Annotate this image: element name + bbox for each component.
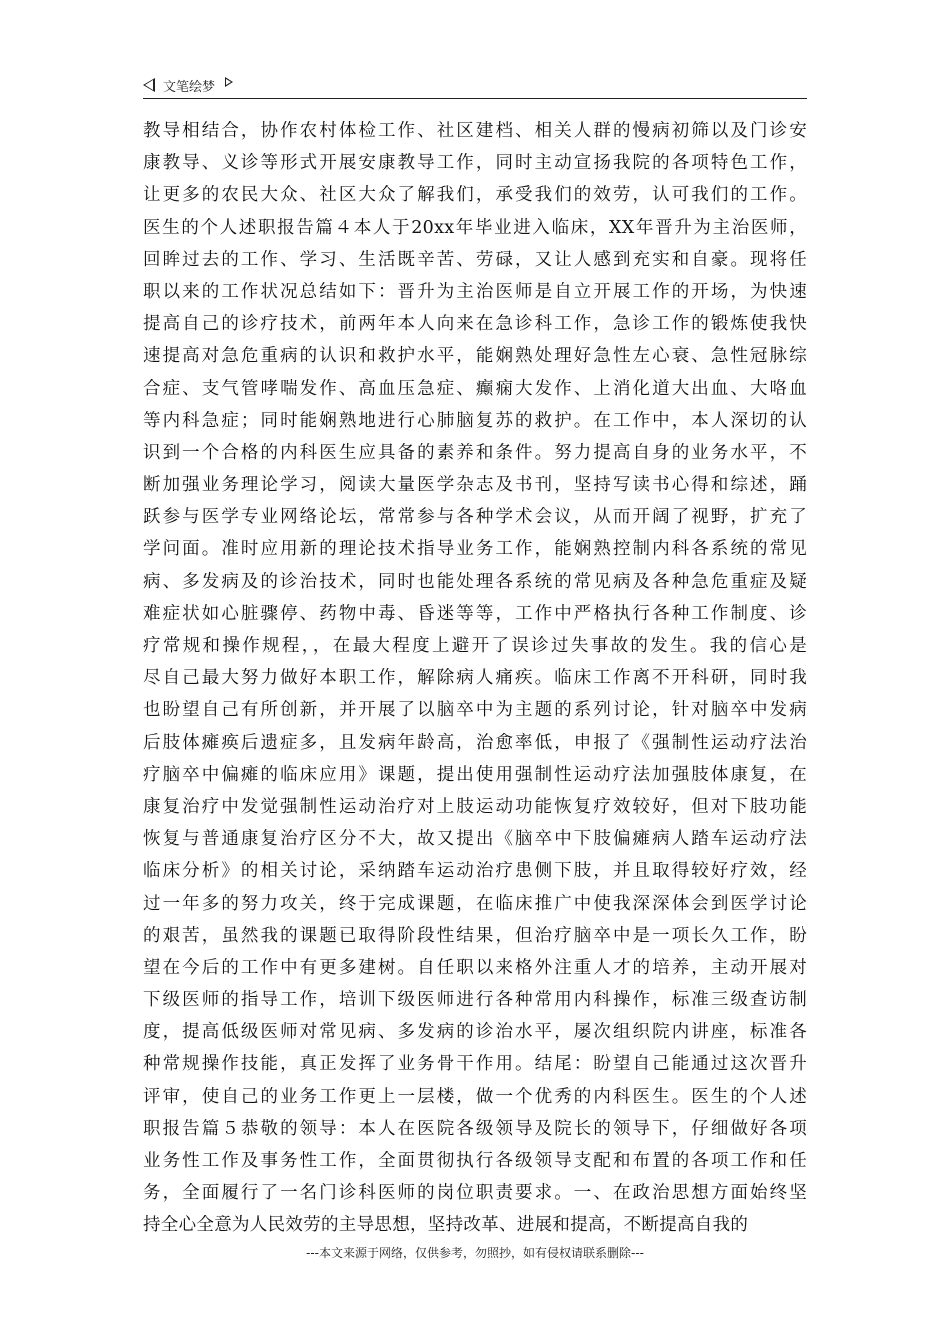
body-text-line: 难症状如心脏骤停、药物中毒、昏迷等等，工作中严格执行各种工作制度、诊 xyxy=(143,603,807,624)
body-text-line: 识到一个合格的内科医生应具备的素养和条件。努力提高自身的业务水平，不 xyxy=(143,442,807,463)
body-text-line: 断加强业务理论学习，阅读大量医学杂志及书刊，坚持写读书心得和综述，踊 xyxy=(143,475,807,496)
brand xyxy=(143,74,233,96)
body-text-line: 度，提高低级医师对常见病、多发病的诊治水平，屡次组织院内讲座，标准各 xyxy=(143,1022,807,1043)
body-text-line: 临床分析》的相关讨论，采纳踏车运动治疗患侧下肢，并且取得较好疗效，经 xyxy=(143,861,807,882)
document-body xyxy=(143,115,807,1242)
body-text-line: 恢复与普通康复治疗区分不大，故又提出《脑卒中下肢偏瘫病人踏车运动疗法 xyxy=(143,829,807,850)
page-header xyxy=(143,74,807,99)
body-text-line: 提高自己的诊疗技术，前两年本人向来在急诊科工作，急诊工作的锻炼使我快 xyxy=(143,314,807,335)
body-text-line: 职报告篇５恭敬的领导：本人在医院各级领导及院长的领导下，仔细做好各项 xyxy=(143,1118,807,1139)
body-text-line: 疗常规和操作规程，，在最大程度上避开了误诊过失事故的发生。我的信心是 xyxy=(143,636,807,656)
body-text-line: 教导相结合，协作农村体检工作、社区建档、相关人群的慢病初筛以及门诊安 xyxy=(143,121,807,141)
triangle-right-icon xyxy=(225,77,233,87)
body-text-line: 职以来的工作状况总结如下：晋升为主治医师是自立开展工作的开场，为快速 xyxy=(143,281,807,302)
body-text-line: 也盼望自己有所创新，并开展了以脑卒中为主题的系列讨论，针对脑卒中发病 xyxy=(143,700,807,721)
body-text-line: 康复治疗中发觉强制性运动治疗对上肢运动功能恢复疗效较好，但对下肢功能 xyxy=(143,796,807,817)
body-text-line: 业务性工作及事务性工作，全面贯彻执行各级领导支配和布置的各项工作和任 xyxy=(143,1151,807,1171)
body-text-line: 下级医师的指导工作，培训下级医师进行各种常用内科操作，标准三级查访制 xyxy=(143,990,807,1011)
triangle-left-icon xyxy=(143,78,155,92)
body-text-line: 疗脑卒中偏瘫的临床应用》课题，提出使用强制性运动疗法加强肢体康复，在 xyxy=(143,764,807,785)
body-text-line: 望在今后的工作中有更多建树。自任职以来格外注重人才的培养，主动开展对 xyxy=(143,957,807,978)
body-text-line: 的艰苦，虽然我的课题已取得阶段性结果，但治疗脑卒中是一项长久工作，盼 xyxy=(143,925,807,946)
body-text-line: 评审，使自己的业务工作更上一层楼，做一个优秀的内科医生。医生的个人述 xyxy=(143,1086,807,1107)
body-text-line: 持全心全意为人民效劳的主导思想，坚持改革、进展和提高，不断提高自我的 xyxy=(143,1215,749,1236)
footer-disclaimer: ---本文来源于网络，仅供参考，勿照抄，如有侵权请联系删除--- xyxy=(306,1246,644,1260)
body-text-line: 医生的个人述职报告篇４本人于20xx年毕业进入临床，XX年晋升为主治医师， xyxy=(143,217,807,238)
body-text-line: 康教导、义诊等形式开展安康教导工作，同时主动宣扬我院的各项特色工作， xyxy=(143,153,807,174)
body-text-line: 种常规操作技能，真正发挥了业务骨干作用。结尾：盼望自己能通过这次晋升 xyxy=(143,1054,807,1075)
body-text-line: 过一年多的努力攻关，终于完成课题，在临床推广中使我深深体会到医学讨论 xyxy=(143,893,807,914)
body-text-line: 务，全面履行了一名门诊科医师的岗位职责要求。一、在政治思想方面始终坚 xyxy=(143,1183,807,1204)
body-text-line: 合症、支气管哮喘发作、高血压急症、癫痫大发作、上消化道大出血、大咯血 xyxy=(143,378,807,399)
body-text-line: 病、多发病及的诊治技术，同时也能处理各系统的常见病及各种急危重症及疑 xyxy=(143,571,807,592)
body-text-line: 让更多的农民大众、社区大众了解我们，承受我们的效劳，认可我们的工作。 xyxy=(143,185,807,206)
brand-title: 文笔绘梦 xyxy=(163,79,216,95)
body-text-line: 跃参与医学专业网络论坛，常常参与各种学术会议，从而开阔了视野，扩充了 xyxy=(143,507,807,528)
body-text-line: 等内科急症；同时能娴熟地进行心肺脑复苏的救护。在工作中，本人深切的认 xyxy=(143,410,807,431)
body-text-line: 后肢体瘫痪后遗症多，且发病年龄高，治愈率低，申报了《强制性运动疗法治 xyxy=(143,732,807,753)
body-text-line: 学问面。准时应用新的理论技术指导业务工作，能娴熟控制内科各系统的常见 xyxy=(143,539,807,560)
body-text-line: 尽自己最大努力做好本职工作，解除病人痛疾。临床工作离不开科研，同时我 xyxy=(143,668,807,689)
body-text-line: 速提高对急危重病的认识和救护水平，能娴熟处理好急性左心衰、急性冠脉综 xyxy=(143,346,807,367)
body-text-line: 回眸过去的工作、学习、生活既辛苦、劳碌，又让人感到充实和自豪。现将任 xyxy=(143,249,807,270)
